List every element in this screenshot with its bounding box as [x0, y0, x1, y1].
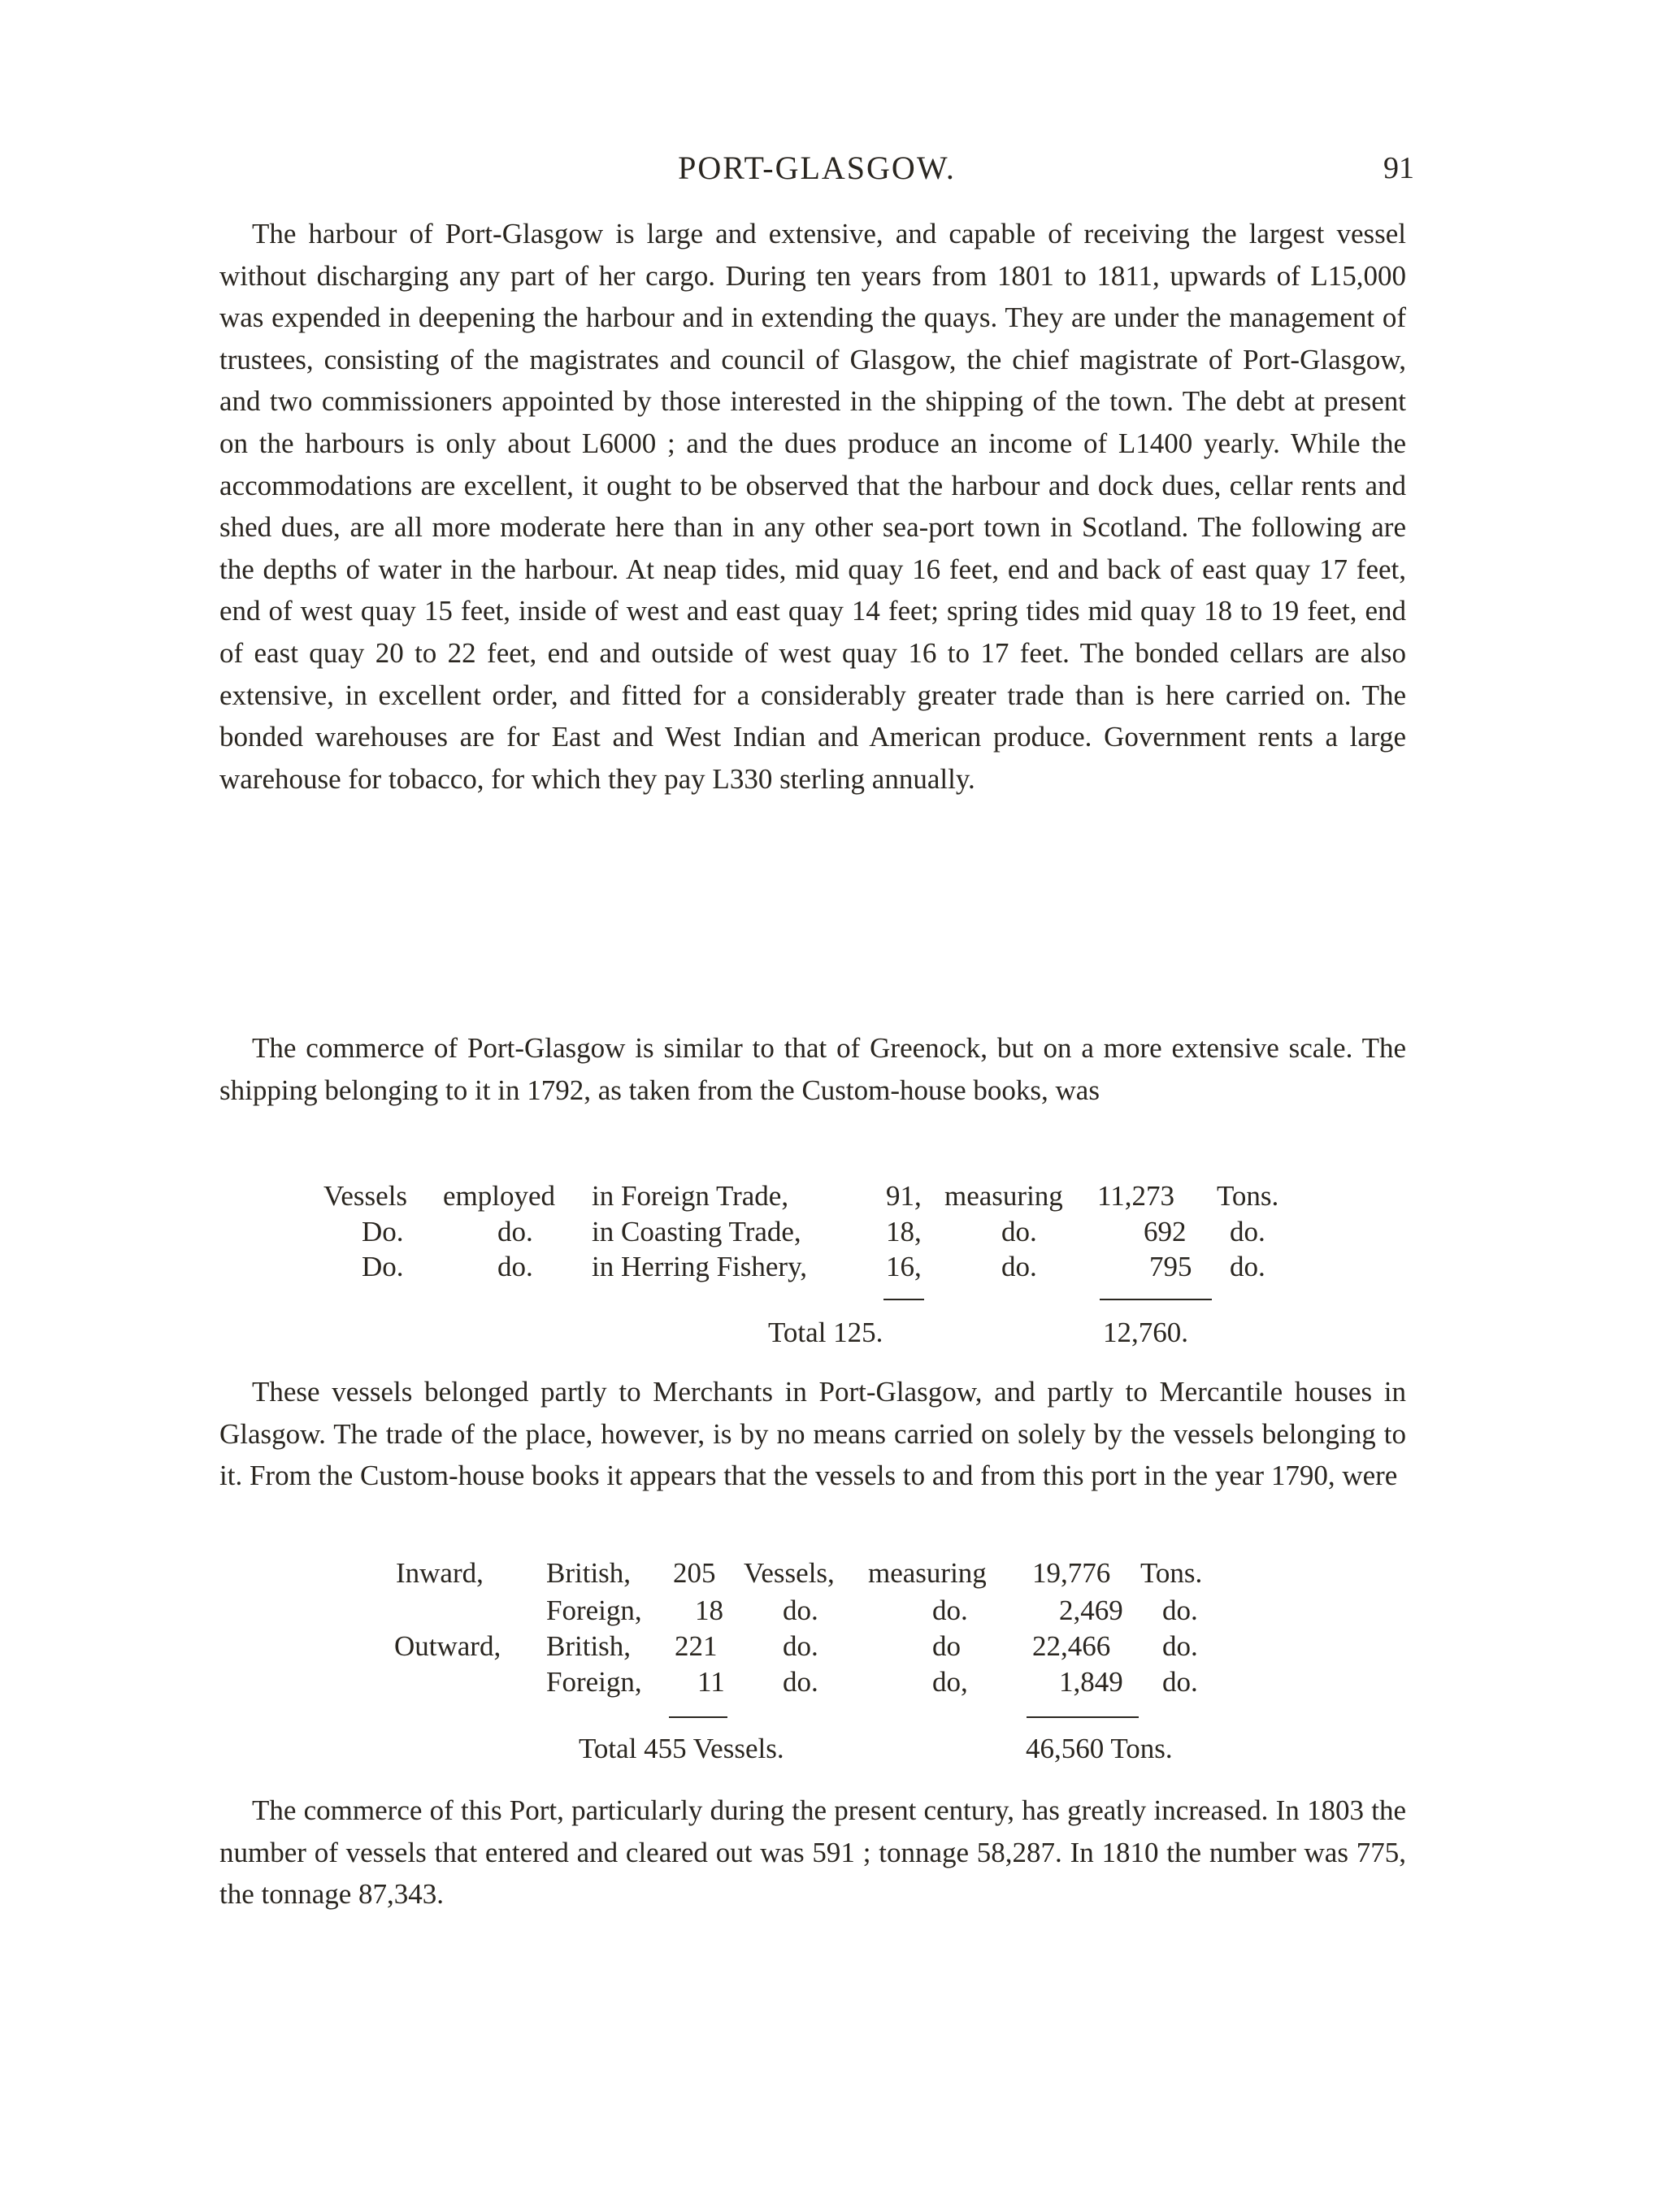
cell-trade: in Herring Fishery, — [592, 1251, 808, 1282]
cell-measure: do. — [1001, 1216, 1037, 1247]
cell-vessels: 91, — [886, 1180, 922, 1212]
cell-measure: do — [932, 1630, 961, 1662]
cell-measure: do. — [1001, 1251, 1037, 1282]
page-header — [219, 149, 1414, 197]
cell-unit: do. — [1230, 1251, 1265, 1282]
cell-vessels: 18, — [886, 1216, 922, 1247]
cell-tons: 11,273 — [1097, 1180, 1174, 1212]
cell-vessels: 16, — [886, 1251, 922, 1282]
cell-tons: 22,466 — [1032, 1630, 1111, 1662]
cell-qualifier: do. — [497, 1251, 533, 1282]
total-tons: 46,560 Tons. — [1026, 1733, 1173, 1764]
cell-label: Vessels — [323, 1180, 408, 1212]
cell-count: 205 — [673, 1557, 716, 1589]
total-vessels: Total 125. — [768, 1317, 883, 1348]
cell-tons: 19,776 — [1032, 1557, 1111, 1589]
cell-qualifier: employed — [443, 1180, 556, 1212]
cell-trade: in Foreign Trade, — [592, 1180, 789, 1212]
cell-measure: measuring — [944, 1180, 1063, 1212]
cell-tons: 692 — [1144, 1216, 1187, 1247]
cell-vessels: do. — [783, 1594, 818, 1626]
total-rule — [669, 1716, 727, 1718]
cell-nation: British, — [546, 1630, 632, 1662]
total-rule — [883, 1299, 924, 1300]
total-tons: 12,760. — [1103, 1317, 1188, 1348]
cell-vessels: do. — [783, 1666, 818, 1698]
cell-tons: 795 — [1149, 1251, 1192, 1282]
cell-unit: do. — [1162, 1630, 1198, 1662]
cell-unit: Tons. — [1217, 1180, 1279, 1212]
running-head: PORT-GLASGOW. — [678, 150, 956, 186]
paragraph-harbour: The harbour of Port-Glasgow is large and extensive, and capable of receiving the largest vessel without discharging any part of her cargo. During ten years from 1801 to 1811, upwards of L15,000 was expended in deepening the harbour and in extending the quays. They are under the management of trustees, consisting of the magistrates and council of Glasgow, the chief magistrate of Port-Glasgow, and two commissioners appointed by those interested in the shipping of the town. The debt at present on the harbours is only about L6000 ; and the dues produce an income of L1400 yearly. While the accommodations are excellent, it ought to be observed that the harbour and dock dues, cellar rents and shed dues, are all more moderate here than in any other sea-port town in Scotland. The following are the depths of water in the harbour. At neap tides, mid quay 16 feet, end and back of east quay 17 feet, end of west quay 15 feet, inside of west and east quay 14 feet; spring tides mid quay 18 to 19 feet, end of east quay 20 to 22 feet, end and outside of west quay 16 to 17 feet. The bonded cellars are also extensive, in excellent order, and fitted for a considerably greater trade than is here carried on. The bonded warehouses are for East and West Indian and American produce. Government rents a large warehouse for tobacco, for which they pay L330 sterling annually. — [219, 218, 1406, 795]
cell-direction: Outward, — [394, 1630, 501, 1662]
cell-count: 11 — [697, 1666, 725, 1698]
cell-measure: do. — [932, 1594, 968, 1626]
cell-vessels: do. — [783, 1630, 818, 1662]
cell-nation: British, — [546, 1557, 632, 1589]
page-number: 91 — [1383, 151, 1414, 185]
cell-count: 18 — [695, 1594, 723, 1626]
cell-trade: in Coasting Trade, — [592, 1216, 801, 1247]
cell-label: Do. — [362, 1216, 404, 1247]
cell-nation: Foreign, — [546, 1594, 642, 1626]
cell-tons: 2,469 — [1059, 1594, 1123, 1626]
cell-unit: Tons. — [1140, 1557, 1203, 1589]
cell-unit: do. — [1230, 1216, 1265, 1247]
cell-vessels: Vessels, — [744, 1557, 835, 1589]
total-rule — [1100, 1299, 1212, 1300]
paragraph-vessels: These vessels belonged partly to Merchants in Port-Glasgow, and partly to Mercantile houses in Glasgow. The trade of the place, however, is by no means carried on solely by the vessels belonging to it. From the Custom-house books it appears that the vessels to and from this port in the year 1790, were — [219, 1376, 1406, 1492]
cell-qualifier: do. — [497, 1216, 533, 1247]
cell-unit: do. — [1162, 1594, 1198, 1626]
cell-count: 221 — [675, 1630, 718, 1662]
total-rule — [1027, 1716, 1139, 1718]
paragraph-commerce: The commerce of Port-Glasgow is similar to that of Greenock, but on a more extensive scale. The shipping belonging to it in 1792, as taken from the Custom-house books, was — [219, 1032, 1406, 1106]
cell-measure: measuring — [868, 1557, 987, 1589]
cell-direction: Inward, — [396, 1557, 484, 1589]
total-vessels: Total 455 Vessels. — [579, 1733, 784, 1764]
cell-nation: Foreign, — [546, 1666, 642, 1698]
cell-label: Do. — [362, 1251, 404, 1282]
cell-measure: do, — [932, 1666, 968, 1698]
cell-unit: do. — [1162, 1666, 1198, 1698]
cell-tons: 1,849 — [1059, 1666, 1123, 1698]
paragraph-growth: The commerce of this Port, particularly during the present century, has greatly increased. In 1803 the number of vessels that entered and cleared out was 591 ; tonnage 58,287. In 1810 the number was 775, the tonnage 87,343. — [219, 1794, 1406, 1911]
